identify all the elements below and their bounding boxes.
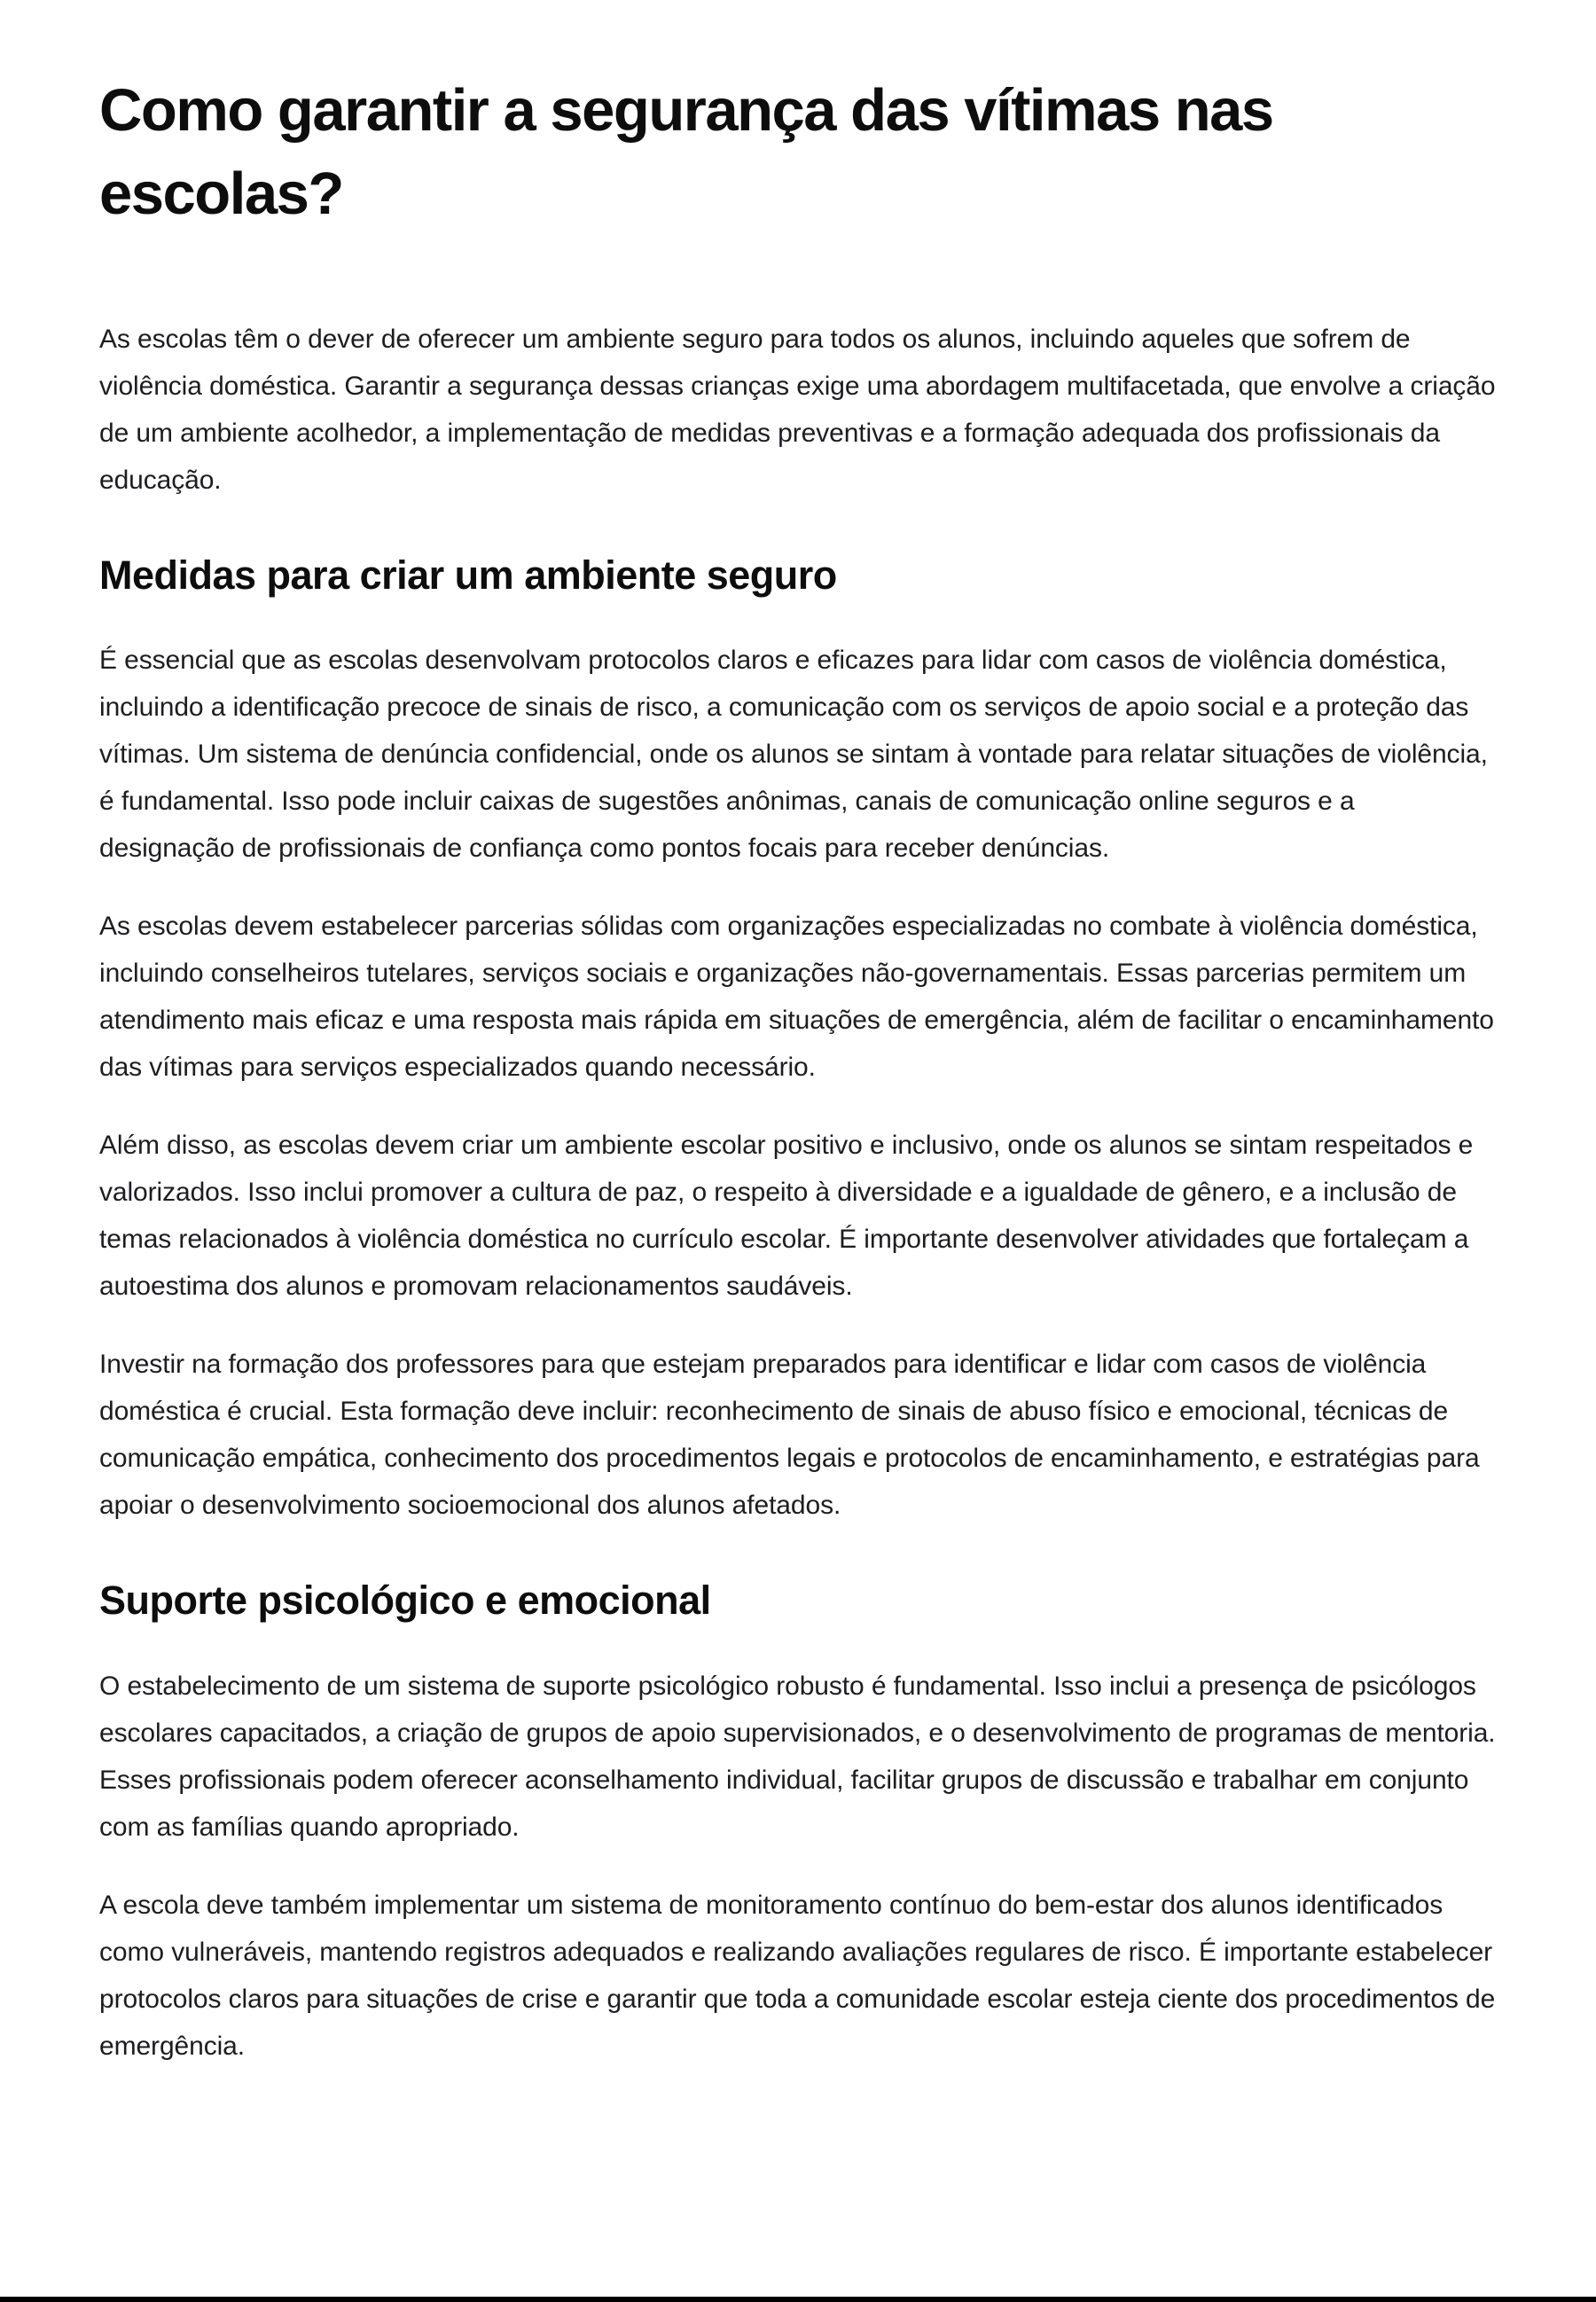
paragraph: As escolas devem estabelecer parcerias sólidas com organizações especializadas no combate à violência doméstica, incluindo conselheiros tutelares, serviços sociais e organizações não-governamentais. Essas parcerias permitem um atendimento mais eficaz e uma resposta mais rápida em situações de emergência, além de facilitar o encaminhamento das vítimas para serviços especializados quando necessário. [99, 912, 1494, 1083]
intro-paragraph: As escolas têm o dever de oferecer um ambiente seguro para todos os alunos, incluindo aqueles que sofrem de violência doméstica. Garantir a segurança dessas crianças exige uma abordagem multifacetada, que envolve a criação de um ambiente acolhedor, a implementação de medidas preventivas e a formação adequada dos profissionais da educação. [99, 324, 1496, 495]
bottom-edge-bar [0, 2297, 1596, 2302]
paragraph: Investir na formação dos professores para que estejam preparados para identificar e lidar com casos de violência doméstica é crucial. Esta formação deve incluir: reconhecimento de sinais de abuso físico e emocional, técnicas de comunicação empática, conhecimento dos procedimentos legais e protocolos de encaminhamento, e estratégias para apoiar o desenvolvimento socioemocional dos alunos afetados. [99, 1350, 1480, 1521]
paragraph: Além disso, as escolas devem criar um ambiente escolar positivo e inclusivo, onde os alunos se sintam respeitados e valorizados. Isso inclui promover a cultura de paz, o respeito à diversidade e a igualdade de gênero, e a inclusão de temas relacionados à violência doméstica no currículo escolar. É importante desenvolver atividades que fortaleçam a autoestima dos alunos e promovam relacionamentos saudáveis. [99, 1131, 1474, 1302]
section-heading-suporte-psicologico: Suporte psicológico e emocional [99, 1578, 711, 1624]
paragraph: A escola deve também implementar um sistema de monitoramento contínuo do bem-estar dos alunos identificados como vulneráveis, mantendo registros adequados e realizando avaliações regulares de risco. É importante estabelecer protocolos claros para situações de crise e garantir que toda a comunidade escolar esteja ciente dos procedimentos de emergência. [99, 1890, 1496, 2061]
paragraph: É essencial que as escolas desenvolvam protocolos claros e eficazes para lidar com casos de violência doméstica, incluindo a identificação precoce de sinais de risco, a comunicação com os serviços de apoio social e a proteção das vítimas. Um sistema de denúncia confidencial, onde os alunos se sintam à vontade para relatar situações de violência, é fundamental. Isso pode incluir caixas de sugestões anônimas, canais de comunicação online seguros e a designação de profissionais de confiança como pontos focais para receber denúncias. [99, 646, 1488, 864]
page-title: Como garantir a segurança das vítimas nas escolas? [99, 77, 1273, 227]
section-heading-ambiente-seguro: Medidas para criar um ambiente seguro [99, 552, 837, 598]
paragraph: O estabelecimento de um sistema de suporte psicológico robusto é fundamental. Isso inclui a presença de psicólogos escolares capacitados, a criação de grupos de apoio supervisionados, e o desenvolvimento de programas de mentoria. Esses profissionais podem oferecer aconselhamento individual, facilitar grupos de discussão e trabalhar em conjunto com as famílias quando apropriado. [99, 1671, 1496, 1842]
